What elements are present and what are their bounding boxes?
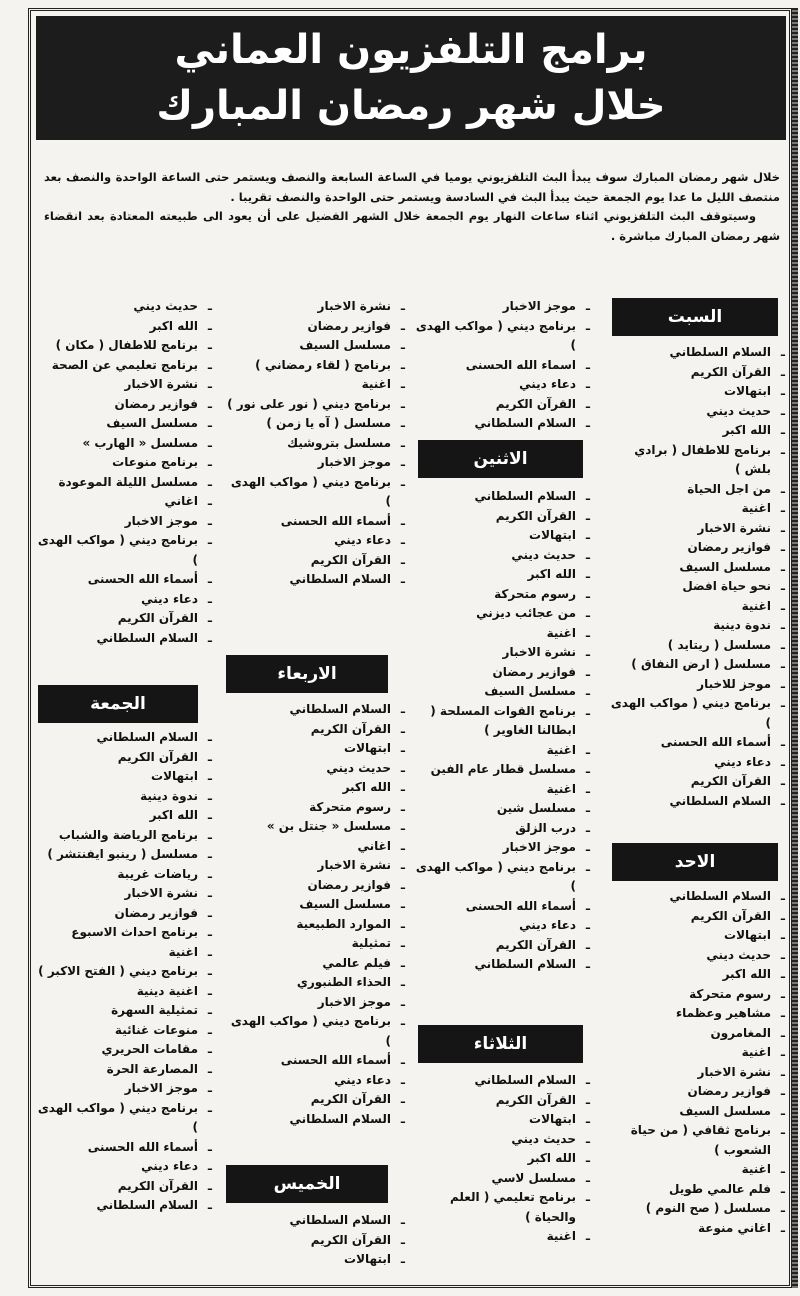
program-item: ـ برنامج منوعات (36, 453, 212, 473)
program-item: ـ أسماء الله الحسنى (36, 570, 212, 590)
program-list (415, 487, 590, 975)
program-item: ـ اغنية (415, 1227, 590, 1247)
program-item: ـ القرآن الكريم (605, 907, 785, 927)
program-item: ـ رسوم متحركة (605, 985, 785, 1005)
program-item: ـ السلام السلطاني (605, 792, 785, 812)
program-item: ـ موجز للاخبار (605, 675, 785, 695)
program-item: ـ مسلسل السيف (605, 558, 785, 578)
day-header-sunday: الاحد (612, 843, 778, 881)
program-item: ـ القرآن الكريم (415, 936, 590, 956)
program-item: ـ فوازير رمضان (36, 904, 212, 924)
schedule-saturday (605, 343, 785, 811)
program-item: ـ مسلسل شين (415, 799, 590, 819)
program-item: ـ القرآن الكريم (415, 395, 590, 415)
program-item: ـ مسلسل ( ارض النفاق ) (605, 655, 785, 675)
program-item: ـ الحذاء الطنبوري (225, 973, 405, 993)
program-item: ـ السلام السلطاني (415, 414, 590, 434)
program-item: ـ اغنية دينية (36, 982, 212, 1002)
program-item: ـ القرآن الكريم (36, 609, 212, 629)
day-header-monday: الاثنين (418, 440, 583, 478)
program-item: ـ فوازير رمضان (225, 317, 405, 337)
program-item: ـ برنامج ديني ( مواكب الهدى ) (415, 317, 590, 356)
program-item: ـ موجز الاخبار (415, 838, 590, 858)
program-item: ـ دعاء ديني (415, 375, 590, 395)
program-item: ـ فيلم عالمي (225, 954, 405, 974)
program-item: ـ برنامج ديني ( مواكب الهدى ) (415, 858, 590, 897)
program-item: ـ القرآن الكريم (225, 551, 405, 571)
program-item: ـ برنامج ديني ( نور على نور ) (225, 395, 405, 415)
program-item: ـ برنامج الرياضة والشباب (36, 826, 212, 846)
program-item: ـ اغنية (605, 1043, 785, 1063)
schedule-friday (36, 728, 212, 1216)
schedule-wednesday (225, 700, 405, 1129)
program-item: ـ القرآن الكريم (225, 1090, 405, 1110)
edge-rule (792, 8, 798, 1288)
program-item: ـ القرآن الكريم (605, 363, 785, 383)
program-item: ـ حديث ديني (36, 297, 212, 317)
program-item: ـ دعاء ديني (605, 753, 785, 773)
program-item: ـ نشرة الاخبار (36, 375, 212, 395)
program-item: ـ اغنية (415, 780, 590, 800)
program-item: ـ السلام السلطاني (225, 700, 405, 720)
program-item: ـ القرآن الكريم (36, 748, 212, 768)
program-item: ـ القرآن الكريم (36, 1177, 212, 1197)
intro-paragraph (44, 168, 780, 246)
program-item: ـ رياضات غريبة (36, 865, 212, 885)
program-item: ـ برنامج القوات المسلحة ( ابطالنا الغاوير ) (415, 702, 590, 741)
program-item: ـ اغنية (605, 597, 785, 617)
program-item: ـ السلام السلطاني (36, 728, 212, 748)
program-item: ـ فوازير رمضان (415, 663, 590, 683)
program-list (605, 343, 785, 811)
program-item: ـ مسلسل ( صح النوم ) (605, 1199, 785, 1219)
program-item: ـ برنامج ديني ( مواكب الهدى ) (225, 1012, 405, 1051)
program-list (36, 728, 212, 1216)
program-item: ـ مسلسل قطار عام الفين (415, 760, 590, 780)
program-item: ـ ابتهالات (36, 767, 212, 787)
program-item: ـ مسلسل السيف (36, 414, 212, 434)
schedule-col3-continued (225, 297, 405, 590)
day-header-wednesday: الاربعاء (226, 655, 388, 693)
program-item: ـ اغنية (605, 1160, 785, 1180)
headline-line-1: برامج التلفزيون العماني (174, 27, 648, 73)
schedule-sunday (605, 887, 785, 1238)
day-header-tuesday: الثلاثاء (418, 1025, 583, 1063)
program-item: ـ من عجائب ديزني (415, 604, 590, 624)
program-item: ـ برنامج تعليمي ( العلم والحياة ) (415, 1188, 590, 1227)
program-item: ـ ابتهالات (415, 526, 590, 546)
intro-text-2: وسيتوقف البث التلفزيوني اثناء ساعات النهار يوم الجمعة خلال الشهر الفضيل على أن يعود الى طبيعته المعتادة بعد انقضاء شهر رمضان المبارك مباشرة . (44, 209, 780, 243)
program-item: ـ برنامج ( لقاء رمضاني ) (225, 356, 405, 376)
program-item: ـ القرآن الكريم (605, 772, 785, 792)
program-item: ـ حديث ديني (605, 946, 785, 966)
program-item: ـ الموارد الطبيعية (225, 915, 405, 935)
program-item: ـ نشرة الاخبار (605, 1063, 785, 1083)
program-item: ـ مسلسل السيف (225, 336, 405, 356)
program-item: ـ ابتهالات (225, 1250, 405, 1270)
day-header-friday: الجمعة (38, 685, 198, 723)
program-item: ـ الله اكبر (415, 565, 590, 585)
program-item: ـ دعاء ديني (225, 1071, 405, 1091)
program-item: ـ القرآن الكريم (415, 507, 590, 527)
program-item: ـ ندوة دينية (36, 787, 212, 807)
program-item: ـ موجز الاخبار (225, 993, 405, 1013)
program-item: ـ اغاني (225, 837, 405, 857)
program-item: ـ موجز الاخبار (225, 453, 405, 473)
program-item: ـ دعاء ديني (225, 531, 405, 551)
program-item: ـ مسلسل ( رينبو ايفنتشر ) (36, 845, 212, 865)
program-item: ـ مسلسل « جنتل بن » (225, 817, 405, 837)
program-item: ـ برنامج ثقافي ( من حياة الشعوب ) (605, 1121, 785, 1160)
schedule-col2-continued (415, 297, 590, 434)
program-item: ـ الله اكبر (415, 1149, 590, 1169)
program-item: ـ القرآن الكريم (225, 1231, 405, 1251)
program-item: ـ نشرة الاخبار (415, 643, 590, 663)
program-item: ـ الله اكبر (605, 421, 785, 441)
masthead (36, 16, 786, 140)
program-item: ـ مسلسل بتروشيك (225, 434, 405, 454)
program-item: ـ ابتهالات (415, 1110, 590, 1130)
program-item: ـ برنامج ديني ( مواكب الهدى ) (605, 694, 785, 733)
program-list (225, 297, 405, 590)
schedule-tuesday (415, 1071, 590, 1247)
program-item: ـ اغاني منوعة (605, 1219, 785, 1239)
program-item: ـ السلام السلطاني (225, 1110, 405, 1130)
program-item: ـ اغنية (415, 624, 590, 644)
program-item: ـ رسوم متحركة (225, 798, 405, 818)
program-item: ـ السلام السلطاني (415, 1071, 590, 1091)
program-item: ـ ابتهالات (605, 382, 785, 402)
program-item: ـ السلام السلطاني (36, 629, 212, 649)
program-item: ـ مسلسل السيف (605, 1102, 785, 1122)
program-item: ـ مسلسل السيف (415, 682, 590, 702)
program-item: ـ تمثيلية السهرة (36, 1001, 212, 1021)
program-item: ـ نشرة الاخبار (225, 856, 405, 876)
program-item: ـ أسماء الله الحسنى (605, 733, 785, 753)
program-item: ـ القرآن الكريم (225, 720, 405, 740)
schedule-monday (415, 487, 590, 975)
program-list (36, 297, 212, 648)
program-item: ـ موجز الاخبار (36, 512, 212, 532)
program-item: ـ السلام السلطاني (225, 1211, 405, 1231)
program-item: ـ نشرة الاخبار (225, 297, 405, 317)
program-item: ـ الله اكبر (605, 965, 785, 985)
program-item: ـ برنامج ديني ( مواكب الهدى ) (36, 531, 212, 570)
program-item: ـ مسلسل ( آه يا زمن ) (225, 414, 405, 434)
program-item: ـ برنامج احداث الاسبوع (36, 923, 212, 943)
program-item: ـ اغاني (36, 492, 212, 512)
intro-text-1: خلال شهر رمضان المبارك سوف يبدأ البث التلفزيوني يوميا في الساعة السابعة والنصف ويستمر حتى الساعة الواحدة والنصف بعد منتصف الليل ما عدا يوم الجمعة حيث يبدأ البث في السادسة ويستمر حتى الواحدة والنصف تقريبا . (44, 170, 780, 204)
program-item: ـ فوازير رمضان (605, 538, 785, 558)
program-item: ـ أسماء الله الحسنى (225, 1051, 405, 1071)
program-item: ـ اغنية (415, 741, 590, 761)
program-list (415, 297, 590, 434)
program-item: ـ السلام السلطاني (415, 487, 590, 507)
program-item: ـ السلام السلطاني (36, 1196, 212, 1216)
program-item: ـ دعاء ديني (415, 916, 590, 936)
program-item: ـ درب الزلق (415, 819, 590, 839)
program-item: ـ مسلسل ( ريتايد ) (605, 636, 785, 656)
program-item: ـ الله اكبر (36, 317, 212, 337)
program-item: ـ نشرة الاخبار (36, 884, 212, 904)
program-item: ـ مسلسل السيف (225, 895, 405, 915)
program-item: ـ ابتهالات (605, 926, 785, 946)
program-item: ـ أسماء الله الحسنى (415, 897, 590, 917)
program-item: ـ فوازير رمضان (36, 395, 212, 415)
program-item: ـ المصارعة الحرة (36, 1060, 212, 1080)
program-item: ـ مسلسل لاسي (415, 1169, 590, 1189)
program-item: ـ دعاء ديني (36, 1157, 212, 1177)
schedule-col4-continued (36, 297, 212, 648)
program-item: ـ الله اكبر (225, 778, 405, 798)
program-item: ـ تمثيلية (225, 934, 405, 954)
program-item: ـ فوازير رمضان (225, 876, 405, 896)
program-item: ـ اغنية (225, 375, 405, 395)
program-item: ـ مشاهير وعظماء (605, 1004, 785, 1024)
program-item: ـ رسوم متحركة (415, 585, 590, 605)
program-item: ـ أسماء الله الحسنى (225, 512, 405, 532)
schedule-thursday (225, 1211, 405, 1270)
program-item: ـ فوازير رمضان (605, 1082, 785, 1102)
program-item: ـ الله اكبر (36, 806, 212, 826)
program-item: ـ من اجل الحياة (605, 480, 785, 500)
program-item: ـ اغنية (36, 943, 212, 963)
program-item: ـ برنامج تعليمي عن الصحة (36, 356, 212, 376)
program-item: ـ ابتهالات (225, 739, 405, 759)
program-item: ـ برنامج ديني ( الفتح الاكبر ) (36, 962, 212, 982)
program-item: ـ أسماء الله الحسنى (36, 1138, 212, 1158)
program-item: ـ مقامات الحريري (36, 1040, 212, 1060)
program-item: ـ موجز الاخبار (36, 1079, 212, 1099)
program-item: ـ فلم عالمي طويل (605, 1180, 785, 1200)
program-item: ـ حديث ديني (225, 759, 405, 779)
program-item: ـ القرآن الكريم (415, 1091, 590, 1111)
program-list (225, 700, 405, 1129)
program-item: ـ برنامج ديني ( مواكب الهدى ) (36, 1099, 212, 1138)
program-item: ـ برنامج ديني ( مواكب الهدى ) (225, 473, 405, 512)
program-item: ـ نشرة الاخبار (605, 519, 785, 539)
program-item: ـ السلام السلطاني (225, 570, 405, 590)
day-header-thursday: الخميس (226, 1165, 388, 1203)
headline-line-2: خلال شهر رمضان المبارك (156, 83, 666, 129)
program-item: ـ دعاء ديني (36, 590, 212, 610)
program-item: ـ السلام السلطاني (415, 955, 590, 975)
program-item: ـ منوعات غنائية (36, 1021, 212, 1041)
program-item: ـ اسماء الله الحسنى (415, 356, 590, 376)
program-item: ـ ندوة دينية (605, 616, 785, 636)
program-list (415, 1071, 590, 1247)
day-header-saturday: السبت (612, 298, 778, 336)
program-item: ـ حديث ديني (415, 546, 590, 566)
program-item: ـ حديث ديني (415, 1130, 590, 1150)
program-item: ـ المغامرون (605, 1024, 785, 1044)
program-item: ـ حديث ديني (605, 402, 785, 422)
program-item: ـ مسلسل « الهارب » (36, 434, 212, 454)
program-item: ـ السلام السلطاني (605, 887, 785, 907)
program-item: ـ نحو حياة افضل (605, 577, 785, 597)
program-list (225, 1211, 405, 1270)
program-item: ـ موجز الاخبار (415, 297, 590, 317)
program-item: ـ برنامج للاطفال ( مكان ) (36, 336, 212, 356)
program-item: ـ مسلسل الليلة الموعودة (36, 473, 212, 493)
program-item: ـ السلام السلطاني (605, 343, 785, 363)
program-list (605, 887, 785, 1238)
program-item: ـ اغنية (605, 499, 785, 519)
program-item: ـ برنامج للاطفال ( برادي بلش ) (605, 441, 785, 480)
